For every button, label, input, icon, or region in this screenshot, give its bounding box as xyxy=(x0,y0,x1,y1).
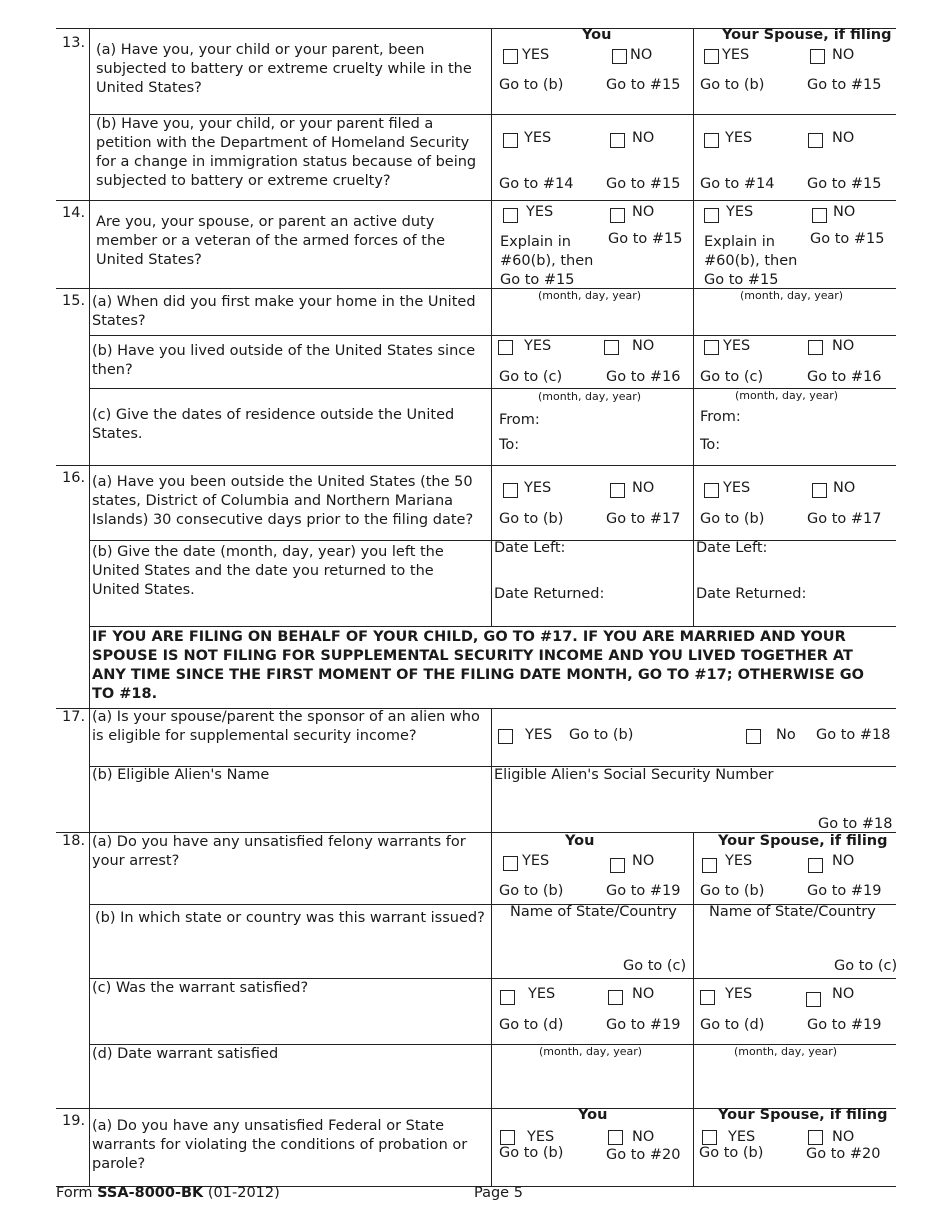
goto-text: Go to #15 xyxy=(807,77,882,93)
no-checkbox[interactable] xyxy=(604,340,619,355)
checkbox-label: NO xyxy=(632,853,655,869)
column-header-you: You xyxy=(565,833,595,849)
state-country-label: Name of State/Country xyxy=(709,904,876,920)
goto-text: Go to #20 xyxy=(606,1147,681,1163)
question-number: 13. xyxy=(62,35,86,51)
from-label: From: xyxy=(700,409,741,425)
checkbox-label: YES xyxy=(728,1129,756,1145)
no-checkbox[interactable] xyxy=(746,729,761,744)
no-checkbox[interactable] xyxy=(808,1130,823,1145)
question-text: (b) Eligible Alien's Name xyxy=(92,767,270,783)
yes-checkbox[interactable] xyxy=(503,208,518,223)
checkbox-label: YES xyxy=(725,986,753,1002)
page-number: Page 5 xyxy=(474,1185,523,1201)
goto-text: Go to #15 xyxy=(606,176,681,192)
yes-checkbox[interactable] xyxy=(500,1130,515,1145)
divider xyxy=(56,465,896,466)
no-checkbox[interactable] xyxy=(610,208,625,223)
yes-checkbox[interactable] xyxy=(704,208,719,223)
checkbox-label: YES xyxy=(528,986,556,1002)
date-format-hint: (month, day, year) xyxy=(734,1045,838,1058)
question-text: (a) Have you, your child or your parent, been subjected to battery or extreme cruelty while in the United States? xyxy=(96,42,472,96)
goto-text: Go to #20 xyxy=(806,1146,881,1162)
checkbox-label: YES xyxy=(522,853,550,869)
checkbox-label: YES xyxy=(723,480,751,496)
yes-checkbox[interactable] xyxy=(700,990,715,1005)
column-header-spouse: Your Spouse, if filing xyxy=(718,833,888,849)
yes-checkbox[interactable] xyxy=(704,49,719,64)
checkbox-label: YES xyxy=(723,338,751,354)
goto-text: Go to (b) xyxy=(499,1145,564,1161)
form-identifier xyxy=(56,1184,280,1202)
yes-checkbox[interactable] xyxy=(503,49,518,64)
checkbox-label: NO xyxy=(832,853,855,869)
question-number: 16. xyxy=(62,470,86,486)
divider xyxy=(693,28,694,626)
column-header-spouse: Your Spouse, if filing xyxy=(722,27,892,43)
instruction-banner: IF YOU ARE FILING ON BEHALF OF YOUR CHILD, GO TO #17. IF YOU ARE MARRIED AND YOUR SPOUSE IS NOT FILING FOR SUPPLEMENTAL SECURITY INCOME AND YOU LIVED TOGETHER AT ANY TIME SINCE THE FIRST MOMENT OF THE FILING DATE MONTH, GO TO #17; OTHERWISE GO TO #18. xyxy=(92,629,865,702)
question-text: (b) Have you lived outside of the United States since then? xyxy=(92,343,476,378)
question-text: (a) Do you have any unsatisfied Federal or State warrants for violating the conditions of probation or parole? xyxy=(92,1118,468,1172)
goto-text: Go to (c) xyxy=(834,958,898,974)
checkbox-label: YES xyxy=(725,853,753,869)
date-format-hint: (month, day, year) xyxy=(740,289,844,302)
goto-text: Go to #15 xyxy=(807,176,882,192)
no-checkbox[interactable] xyxy=(812,483,827,498)
goto-text: Go to (c) xyxy=(499,369,563,385)
divider xyxy=(491,832,492,1186)
question-text: (a) Do you have any unsatisfied felony warrants for your arrest? xyxy=(92,834,466,869)
yes-checkbox[interactable] xyxy=(702,858,717,873)
goto-text: Go to #19 xyxy=(606,883,681,899)
form-id: SSA-8000-BK xyxy=(97,1185,204,1201)
goto-text: Explain in #60(b), then Go to #15 xyxy=(704,234,798,288)
goto-text: Go to #19 xyxy=(807,883,882,899)
no-checkbox[interactable] xyxy=(608,1130,623,1145)
checkbox-label: YES xyxy=(524,130,552,146)
goto-text: Go to (b) xyxy=(499,77,564,93)
form-date: (01-2012) xyxy=(203,1185,280,1201)
column-header-you: You xyxy=(578,1107,608,1123)
checkbox-label: YES xyxy=(524,480,552,496)
question-text: (b) Give the date (month, day, year) you left the United States and the date you returned to the United States. xyxy=(92,544,444,598)
ssn-label: Eligible Alien's Social Security Number xyxy=(494,767,774,783)
divider xyxy=(491,28,492,626)
goto-text: Go to #18 xyxy=(818,816,893,832)
goto-text: Go to #18 xyxy=(816,727,891,743)
checkbox-label: NO xyxy=(832,338,855,354)
goto-text: Go to (b) xyxy=(700,77,765,93)
divider xyxy=(491,709,492,832)
yes-checkbox[interactable] xyxy=(498,340,513,355)
goto-text: Go to #14 xyxy=(700,176,775,192)
no-checkbox[interactable] xyxy=(612,49,627,64)
date-format-hint: (month, day, year) xyxy=(539,1045,643,1058)
checkbox-label: YES xyxy=(527,1129,555,1145)
goto-text: Go to #16 xyxy=(606,369,681,385)
yes-checkbox[interactable] xyxy=(498,729,513,744)
question-text: (a) Have you been outside the United States (the 50 states, District of Columbia and Northern Mariana Islands) 30 consecutive days prior to the filing date? xyxy=(92,474,474,528)
goto-text: Go to (b) xyxy=(569,727,634,743)
checkbox-label: NO xyxy=(632,480,655,496)
divider xyxy=(56,200,896,201)
goto-text: Go to #19 xyxy=(606,1017,681,1033)
question-text: (c) Give the dates of residence outside the United States. xyxy=(92,407,455,442)
from-label: From: xyxy=(499,412,540,428)
yes-checkbox[interactable] xyxy=(503,856,518,871)
divider xyxy=(89,335,896,336)
goto-text: Go to #15 xyxy=(810,231,885,247)
goto-text: Go to #17 xyxy=(606,511,681,527)
question-text: (b) Have you, your child, or your parent filed a petition with the Department of Homeland Security for a change in immigration status because of being subjected to battery or extreme cruelty? xyxy=(96,116,477,189)
divider xyxy=(89,28,90,1186)
goto-text: Go to #19 xyxy=(807,1017,882,1033)
date-returned-label: Date Returned: xyxy=(696,586,807,602)
checkbox-label: YES xyxy=(725,130,753,146)
goto-text: Go to (b) xyxy=(499,511,564,527)
divider xyxy=(89,626,896,627)
no-checkbox[interactable] xyxy=(810,49,825,64)
column-header-you: You xyxy=(582,27,612,43)
form-prefix: Form xyxy=(56,1185,98,1201)
question-text: (c) Was the warrant satisfied? xyxy=(92,980,309,996)
checkbox-label: NO xyxy=(632,986,655,1002)
divider xyxy=(693,832,694,1186)
state-country-label: Name of State/Country xyxy=(510,904,677,920)
date-left-label: Date Left: xyxy=(494,540,566,556)
checkbox-label: NO xyxy=(632,130,655,146)
checkbox-label: NO xyxy=(630,47,653,63)
goto-text: Go to #16 xyxy=(807,369,882,385)
goto-text: Go to (b) xyxy=(700,883,765,899)
checkbox-label: YES xyxy=(525,727,553,743)
goto-text: Go to (d) xyxy=(499,1017,564,1033)
question-text: (a) Is your spouse/parent the sponsor of an alien who is eligible for supplemental security income? xyxy=(92,709,480,744)
goto-text: Go to (c) xyxy=(700,369,764,385)
no-checkbox[interactable] xyxy=(610,133,625,148)
checkbox-label: YES xyxy=(726,204,754,220)
yes-checkbox[interactable] xyxy=(500,990,515,1005)
question-number: 18. xyxy=(62,833,86,849)
date-returned-label: Date Returned: xyxy=(494,586,605,602)
question-text: (d) Date warrant satisfied xyxy=(92,1046,279,1062)
checkbox-label: YES xyxy=(526,204,554,220)
yes-checkbox[interactable] xyxy=(503,133,518,148)
question-text: (b) In which state or country was this warrant issued? xyxy=(95,910,485,926)
question-number: 14. xyxy=(62,205,86,221)
column-header-spouse: Your Spouse, if filing xyxy=(718,1107,888,1123)
checkbox-label: No xyxy=(776,727,796,743)
goto-text: Go to (b) xyxy=(699,1145,764,1161)
checkbox-label: NO xyxy=(833,480,856,496)
goto-text: Go to (b) xyxy=(499,883,564,899)
checkbox-label: NO xyxy=(632,338,655,354)
to-label: To: xyxy=(499,437,520,453)
yes-checkbox[interactable] xyxy=(704,483,719,498)
to-label: To: xyxy=(700,437,721,453)
yes-checkbox[interactable] xyxy=(702,1130,717,1145)
checkbox-label: NO xyxy=(833,204,856,220)
goto-text: Go to (d) xyxy=(700,1017,765,1033)
checkbox-label: YES xyxy=(522,47,550,63)
goto-text: Go to #15 xyxy=(608,231,683,247)
yes-checkbox[interactable] xyxy=(704,340,719,355)
checkbox-label: NO xyxy=(632,1129,655,1145)
date-left-label: Date Left: xyxy=(696,540,768,556)
checkbox-label: NO xyxy=(832,47,855,63)
goto-text: Go to #17 xyxy=(807,511,882,527)
date-format-hint: (month, day, year) xyxy=(538,289,642,302)
goto-text: Go to #15 xyxy=(606,77,681,93)
question-number: 17. xyxy=(62,709,86,725)
question-text: (a) When did you first make your home in the United States? xyxy=(92,294,476,329)
date-format-hint: (month, day, year) xyxy=(735,389,839,402)
checkbox-label: YES xyxy=(722,47,750,63)
no-checkbox[interactable] xyxy=(808,133,823,148)
question-number: 19. xyxy=(62,1113,86,1129)
yes-checkbox[interactable] xyxy=(704,133,719,148)
no-checkbox[interactable] xyxy=(812,208,827,223)
date-format-hint: (month, day, year) xyxy=(538,390,642,403)
checkbox-label: YES xyxy=(524,338,552,354)
yes-checkbox[interactable] xyxy=(503,483,518,498)
checkbox-label: NO xyxy=(832,130,855,146)
goto-text: Explain in #60(b), then Go to #15 xyxy=(500,234,594,288)
question-text: Are you, your spouse, or parent an active duty member or a veteran of the armed forces of the United States? xyxy=(96,214,446,268)
goto-text: Go to (b) xyxy=(700,511,765,527)
checkbox-label: NO xyxy=(832,1129,855,1145)
no-checkbox[interactable] xyxy=(806,992,821,1007)
no-checkbox[interactable] xyxy=(610,483,625,498)
no-checkbox[interactable] xyxy=(808,340,823,355)
checkbox-label: NO xyxy=(632,204,655,220)
goto-text: Go to (c) xyxy=(623,958,687,974)
no-checkbox[interactable] xyxy=(610,858,625,873)
divider xyxy=(89,540,896,541)
goto-text: Go to #14 xyxy=(499,176,574,192)
no-checkbox[interactable] xyxy=(608,990,623,1005)
no-checkbox[interactable] xyxy=(808,858,823,873)
question-number: 15. xyxy=(62,293,86,309)
checkbox-label: NO xyxy=(832,986,855,1002)
